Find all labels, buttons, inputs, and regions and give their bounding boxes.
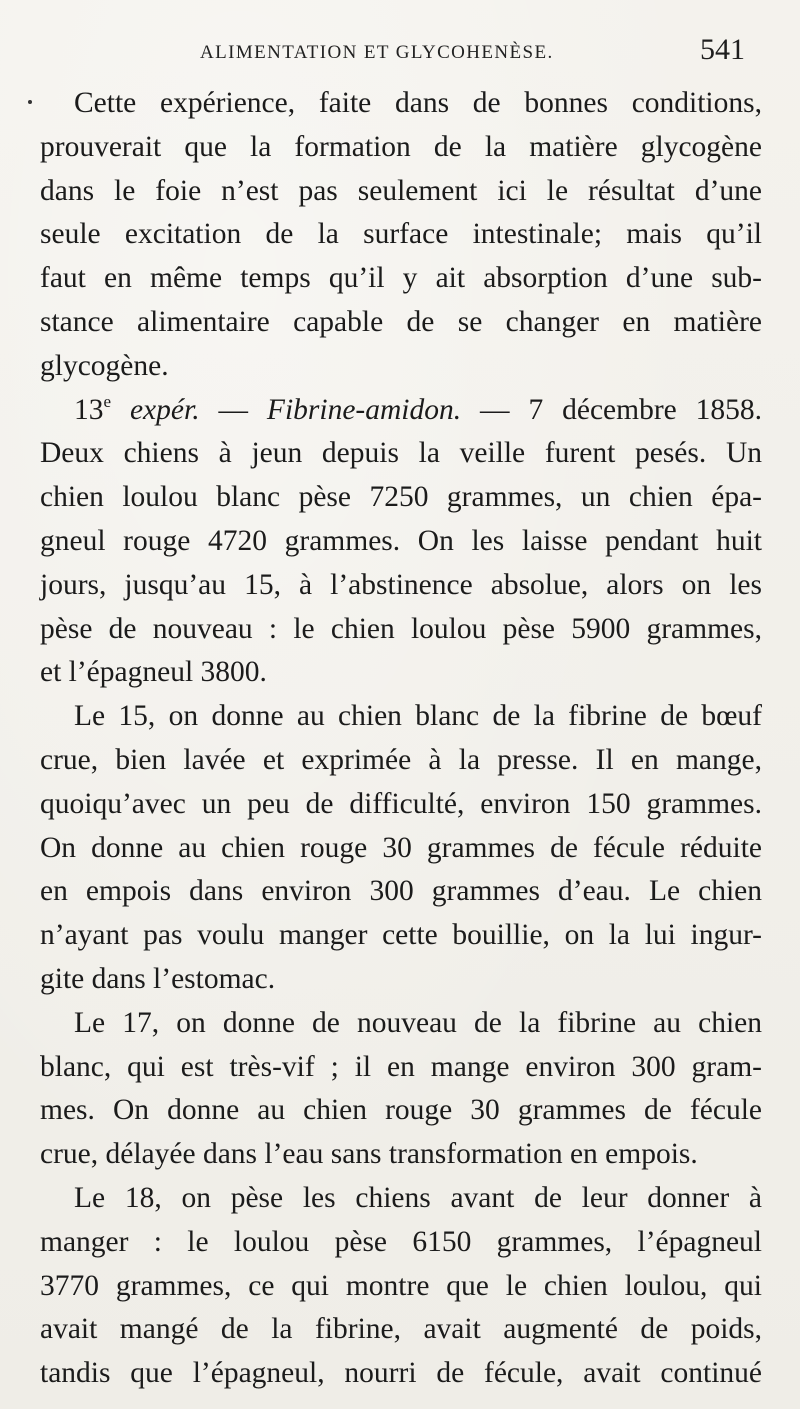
text-line: dans le foie n’est pas seulement ici le résultat d’une xyxy=(40,174,762,207)
experiment-label: expér. xyxy=(129,393,200,426)
text-line: jours, jusqu’au 15, à l’abstinence absolue, alors on les xyxy=(40,568,762,601)
text-line: gneul rouge 4720 grammes. On les laisse pendant huit xyxy=(40,524,762,557)
experiment-heading xyxy=(40,389,762,433)
text-line: tandis que l’épagneul, nourri de fécule, avait continué xyxy=(40,1357,762,1390)
text-line: seule excitation de la surface intestinale; mais qu’il xyxy=(40,218,762,251)
text-line: On donne au chien rouge 30 grammes de fécule réduite xyxy=(40,831,762,864)
running-head: ALIMENTATION ET GLYCOHENÈSE. xyxy=(200,42,554,63)
text-line: crue, bien lavée et exprimée à la presse. Il en mange, xyxy=(40,743,762,776)
heading-dash: — xyxy=(199,393,267,426)
text-line: crue, délayée dans l’eau sans transformation en empois. xyxy=(40,1138,698,1171)
text-line: Cette expérience, faite dans de bonnes conditions, xyxy=(74,87,762,119)
text-line: avait mangé de la fibrine, avait augmenté de poids, xyxy=(40,1313,762,1346)
text-line: et l’épagneul 3800. xyxy=(40,656,267,689)
experiment-ordinal: e xyxy=(103,391,112,411)
experiment-subject: Fibrine-amidon. xyxy=(266,393,462,426)
ink-speck xyxy=(28,100,32,104)
body-text xyxy=(40,82,762,1396)
text-line: Deux chiens à jeun depuis la veille furent pesés. Un xyxy=(40,437,762,470)
text-line: manger : le loulou pèse 6150 grammes, l’épagneul xyxy=(40,1225,762,1258)
heading-dash: — xyxy=(461,393,529,426)
experiment-number: 13 xyxy=(74,393,104,426)
text-line: en empois dans environ 300 grammes d’eau. Le chien xyxy=(40,875,762,908)
text-line: n’ayant pas voulu manger cette bouillie, on la lui ingur- xyxy=(40,919,762,952)
text-line: quoiqu’avec un peu de difficulté, environ 150 grammes. xyxy=(40,787,762,820)
text-line: glycogène. xyxy=(40,349,169,382)
text-line: mes. On donne au chien rouge 30 grammes de fécule xyxy=(40,1094,762,1127)
text-line: Le 18, on pèse les chiens avant de leur donner à xyxy=(74,1181,762,1214)
text-line: Le 15, on donne au chien blanc de la fibrine de bœuf xyxy=(74,700,762,733)
text-line: chien loulou blanc pèse 7250 grammes, un chien épa- xyxy=(40,481,762,514)
text-line: faut en même temps qu’il y ait absorption d’une sub- xyxy=(40,262,762,295)
text-line: pèse de nouveau : le chien loulou pèse 5900 grammes, xyxy=(40,612,762,645)
text-line: stance alimentaire capable de se changer en matière xyxy=(40,305,762,338)
text-line: gite dans l’estomac. xyxy=(40,962,276,995)
page-number: 541 xyxy=(700,33,745,66)
text-line: Le 17, on donne de nouveau de la fibrine au chien xyxy=(74,1006,762,1039)
experiment-date: 7 décembre 1858. xyxy=(528,393,763,426)
text-line: prouverait que la formation de la matière glycogène xyxy=(40,130,762,163)
text-line: blanc, qui est très-vif ; il en mange environ 300 gram- xyxy=(40,1050,762,1083)
text-line: 3770 grammes, ce qui montre que le chien loulou, qui xyxy=(40,1269,762,1302)
